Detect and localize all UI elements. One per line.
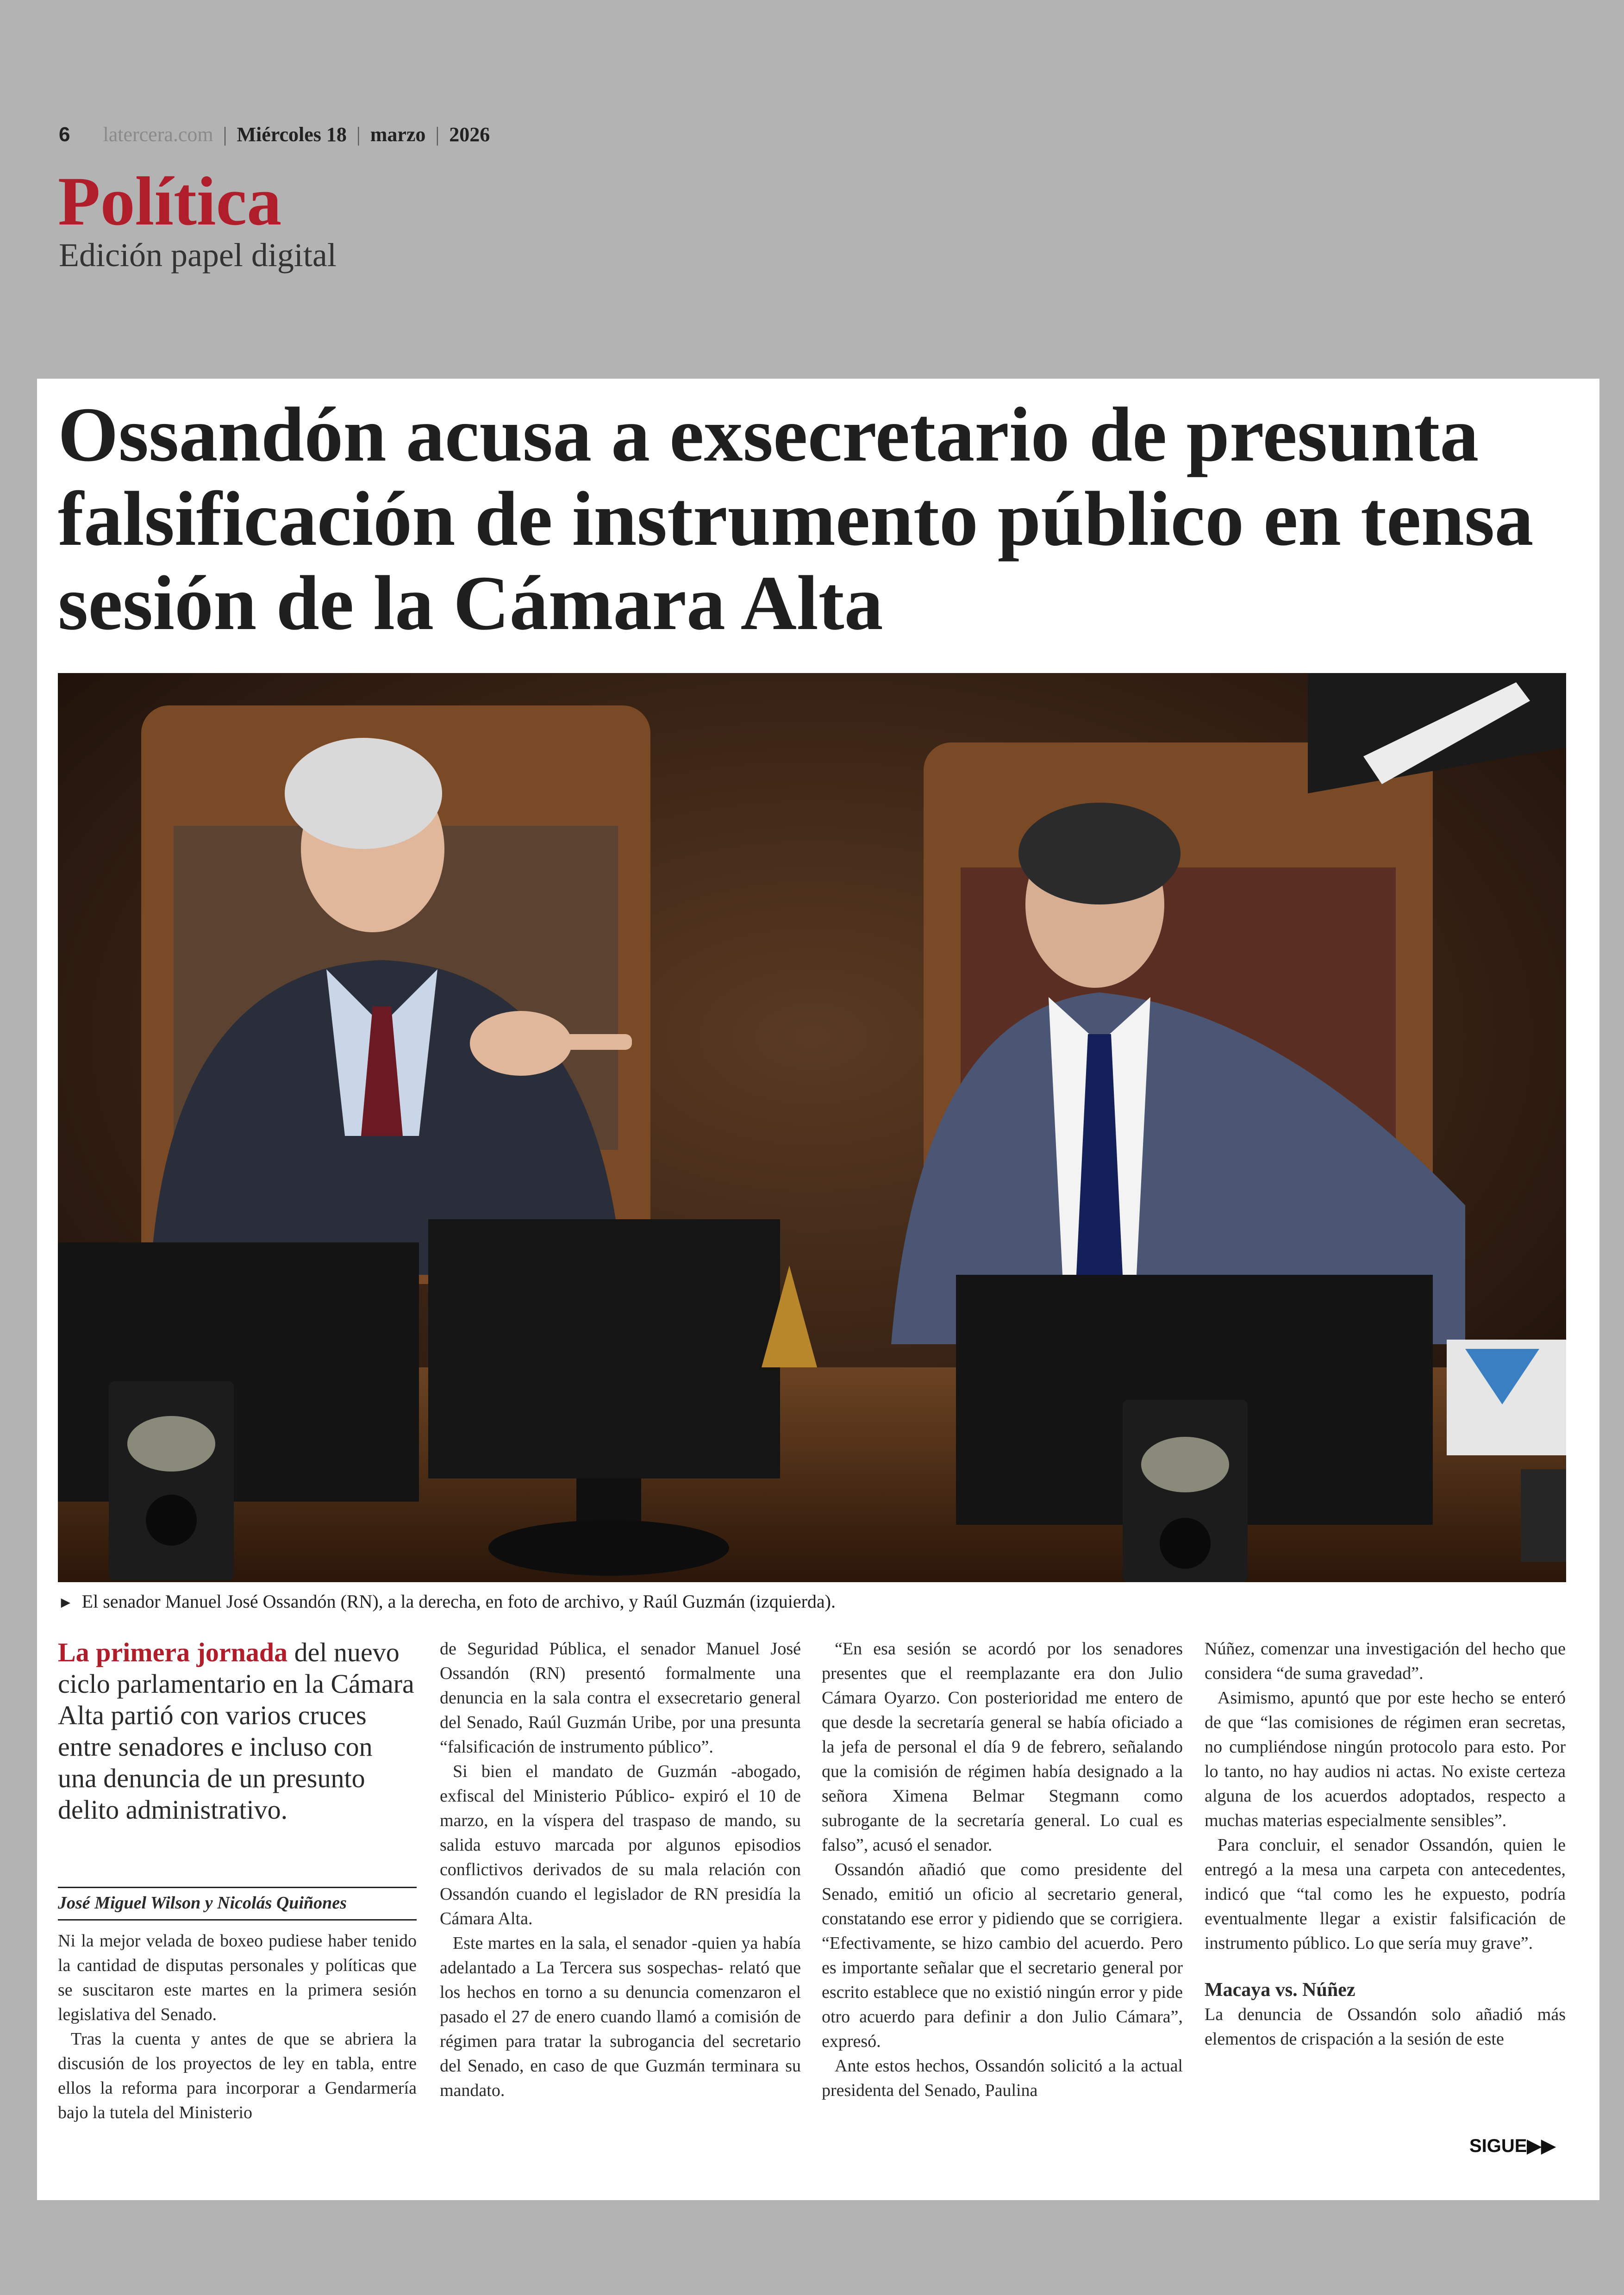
continue-arrows-icon: ▶▶ [1527, 2136, 1556, 2156]
caption-text: El senador Manuel José Ossandón (RN), a la derecha, en foto de archivo, y Raúl Guzmán (izquierda). [81, 1591, 836, 1612]
paragraph: Ante estos hechos, Ossandón solicitó a la actual presidenta del Senado, Paulina [822, 2056, 1183, 2100]
article-subhead: Macaya vs. Núñez [1205, 1979, 1355, 2001]
article-column-4 [1205, 1637, 1566, 2052]
paragraph: Asimismo, apuntó que por este hecho se enteró de que “las comisiones de régimen eran secretas, no cumpliéndose ningún protocolo para esto. Por lo tanto, no hay audios ni actas. No existe certeza alguna de los acuerdos adoptados, respecto a muchas materias especialmente sensibles”. [1205, 1688, 1566, 1830]
paragraph: Tras la cuenta y antes de que se abriera la discusión de los proyectos de ley en tabla, entre ellos la reforma para incorporar a Gendarmería bajo la tutela del Ministerio [58, 2029, 417, 2122]
paragraph: Ni la mejor velada de boxeo pudiese haber tenido la cantidad de disputas personales y políticas que se suscitaron este martes en la primera sesión legislativa del Senado. [58, 1931, 417, 2024]
article-page [37, 379, 1599, 2200]
issue-year: 2026 [449, 123, 490, 146]
issue-month: marzo [370, 123, 426, 146]
paragraph: La denuncia de Ossandón solo añadió más elementos de crispación a la sesión de este [1205, 2005, 1566, 2049]
page-header-bar: 6 latercera.com | Miércoles 18 | marzo | 2026 [59, 123, 490, 146]
site-name[interactable]: latercera.com [103, 123, 213, 146]
article-lead [58, 1637, 417, 1826]
article-headline: Ossandón acusa a exsecretario de presunta falsificación de instrumento público en tensa sesión de la Cámara Alta [58, 392, 1534, 646]
page-number: 6 [59, 123, 70, 146]
senate-session-photo [58, 673, 1566, 1582]
edition-label: Edición papel digital [59, 237, 337, 274]
paragraph: de Seguridad Pública, el senador Manuel José Ossandón (RN) presentó formalmente una denuncia en la sala contra el exsecretario general del Senado, Raúl Guzmán Uribe, por una presunta “falsificación de instrumento público”. [440, 1639, 801, 1757]
continue-link[interactable] [1469, 2135, 1555, 2157]
article-byline: José Miguel Wilson y Nicolás Quiñones [58, 1887, 417, 1921]
section-title: Política [58, 163, 282, 240]
continue-label: SIGUE [1469, 2136, 1527, 2156]
article-column-1 [58, 1637, 417, 2125]
paragraph: Núñez, comenzar una investigación del hecho que considera “de suma gravedad”. [1205, 1639, 1566, 1683]
paragraph: Este martes en la sala, el senador -quien ya había adelantado a La Tercera sus sospechas- relató que los hechos en torno a su denuncia comenzaron el pasado el 27 de enero cuando llamó a comisión de régimen para tratar la subrogancia del secretario del Senado, en caso de que Guzmán terminara su mandato. [440, 1933, 801, 2100]
paragraph: “En esa sesión se acordó por los senadores presentes que el reemplazante era don Julio Cámara Oyarzo. Con posterioridad me entero de que desde la secretaría general se había oficiado a la jefa de personal el día 9 de febrero, señalando que la comisión de régimen había designado a la señora Ximena Belmar Stegmann como subrogante de la secretaría general. Lo cual es falso”, acusó el senador. [822, 1639, 1183, 1855]
article-photo [58, 673, 1566, 1582]
lead-text: del nuevo ciclo parlamentario en la Cámara Alta partió con varios cruces entre senadores e incluso con una denuncia de un presunto delito administrativo. [58, 1637, 414, 1825]
paragraph: Para concluir, el senador Ossandón, quien le entregó a la mesa una carpeta con antecedentes, indicó que “tal como les he expuesto, podría eventualmente llegar a existir falsificación de instrumento público. Lo que sería muy grave”. [1205, 1835, 1566, 1953]
article-column-2 [440, 1637, 801, 2103]
issue-day: Miércoles 18 [237, 123, 347, 146]
photo-caption [58, 1590, 1562, 1612]
caption-arrow-icon: ► [58, 1594, 74, 1611]
paragraph: Ossandón añadió que como presidente del Senado, emitió un oficio al secretario general, constatando ese error y pidiendo que se corrigiera. “Efectivamente, se hizo cambio del acuerdo. Pero es importante señalar que el secretario general por escrito establece que no existió ningún error y pide otro acuerdo para definir a don Julio Cámara”, expresó. [822, 1860, 1183, 2051]
article-column-3 [822, 1637, 1183, 2103]
lead-highlight: La primera jornada [58, 1637, 288, 1667]
paragraph: Si bien el mandato de Guzmán -abogado, exfiscal del Ministerio Público- expiró el 10 de marzo, en la víspera del traspaso de mando, su salida estuvo marcada por algunos episodios conflictivos derivados de su mala relación con Ossandón cuando el legislador de RN presidía la Cámara Alta. [440, 1762, 801, 1928]
